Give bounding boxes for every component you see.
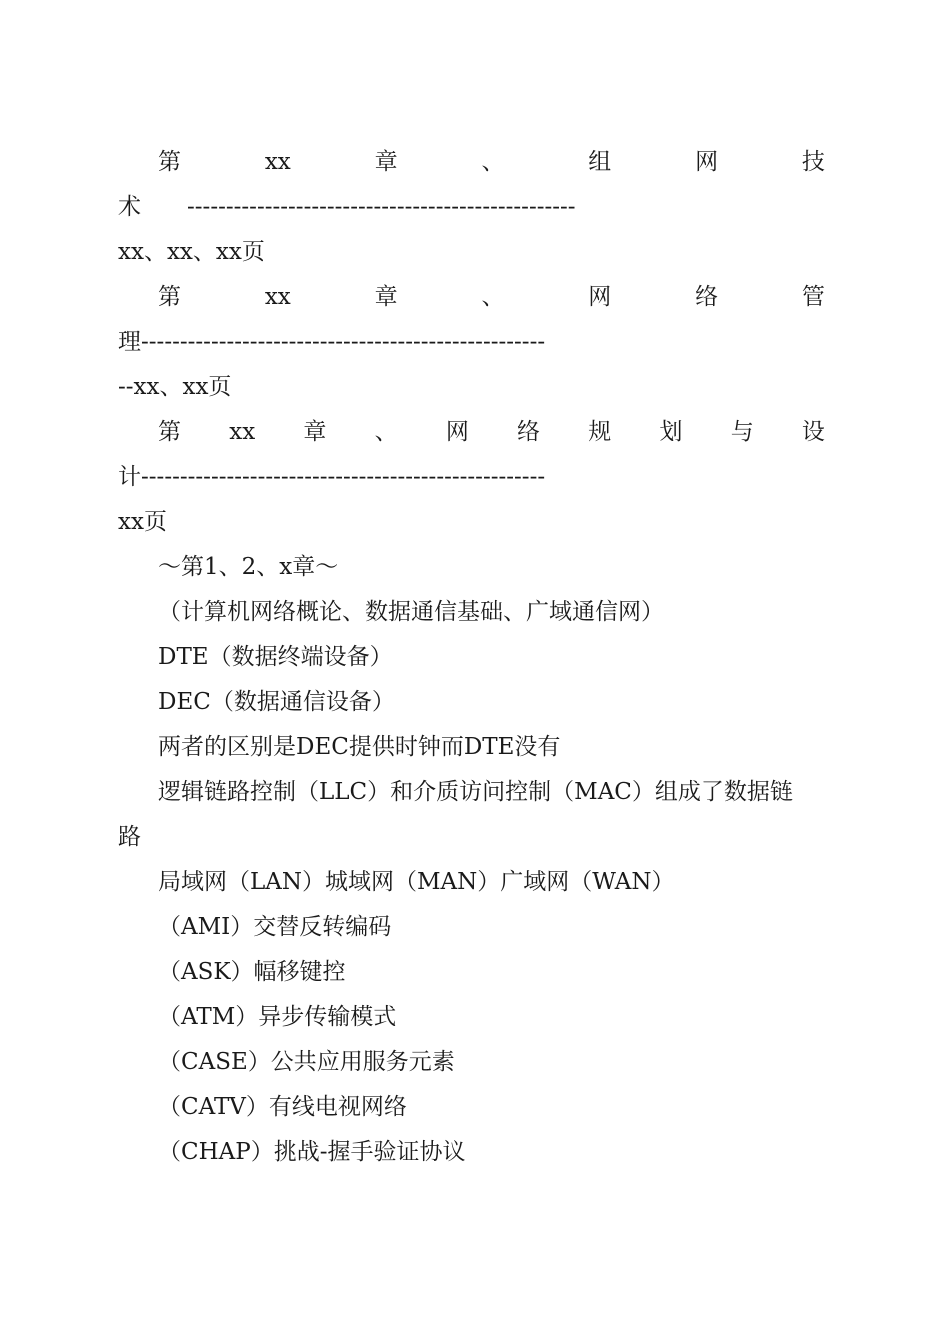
toc-entry-3-title [118,410,825,455]
toc-char: 络 [517,419,541,445]
glossary-chap: （CHAP）挑战-握手验证协议 [158,1139,466,1165]
toc-char: 组 [588,149,612,175]
toc-entry-3-page: xx页 [118,509,167,535]
glossary-case: （CASE）公共应用服务元素 [158,1049,455,1075]
paragraph-difference: 两者的区别是DEC提供时钟而DTE没有 [158,734,561,760]
glossary-ask: （ASK）幅移键控 [158,959,346,985]
toc-entry-3-leader-line [118,455,825,500]
chapter-topics: （计算机网络概论、数据通信基础、广域通信网） [158,599,664,625]
chapter-range: ～第1、2、x章～ [158,554,339,580]
paragraph-dec: DEC（数据通信设备） [158,689,395,715]
toc-char: 络 [695,284,719,310]
toc-char: 章 [303,419,327,445]
toc-char: 网 [695,149,719,175]
toc-char: 管 [801,284,825,310]
toc-char: 章 [374,284,398,310]
paragraph-llc-mac-continued: 路 [118,824,141,850]
toc-char: 设 [801,419,825,445]
toc-char: 规 [588,419,612,445]
paragraph-dte: DTE（数据终端设备） [158,644,393,670]
toc-char: 、 [481,149,505,175]
glossary-atm: （ATM）异步传输模式 [158,1004,397,1030]
toc-entry-1-page: xx、xx、xx页 [118,239,265,265]
paragraph-llc-mac: 逻辑链路控制（LLC）和介质访问控制（MAC）组成了数据链 [158,779,793,805]
toc-char: 第 [158,419,181,445]
toc-entry-2-leader-line [118,320,825,365]
toc-title-end: 术 [118,194,141,220]
toc-entry-2-title [118,275,825,320]
toc-char: xx [264,149,291,175]
toc-leader: -------------------------------------------------- [187,194,576,220]
toc-title-end: 计 [118,464,141,490]
toc-char: 、 [374,419,398,445]
toc-entry-1-title [118,140,825,185]
toc-char: 网 [445,419,469,445]
paragraph-network-types: 局域网（LAN）城域网（MAN）广域网（WAN） [158,869,675,895]
toc-char: xx [229,419,256,445]
toc-entry-2-page: --xx、xx页 [118,374,232,400]
toc-char: 章 [374,149,398,175]
toc-char: 网 [588,284,612,310]
toc-char: xx [264,284,291,310]
toc-char: 技 [801,149,825,175]
toc-char: 第 [158,284,181,310]
glossary-catv: （CATV）有线电视网络 [158,1094,407,1120]
toc-title-end: 理 [118,329,141,355]
toc-char: 划 [659,419,683,445]
toc-char: 与 [730,419,754,445]
toc-entry-1-leader-line [118,185,825,230]
toc-char: 、 [481,284,505,310]
toc-leader: ---------------------------------------------------- [141,329,546,355]
toc-leader: ---------------------------------------------------- [141,464,546,490]
toc-char: 第 [158,149,181,175]
glossary-ami: （AMI）交替反转编码 [158,914,392,940]
